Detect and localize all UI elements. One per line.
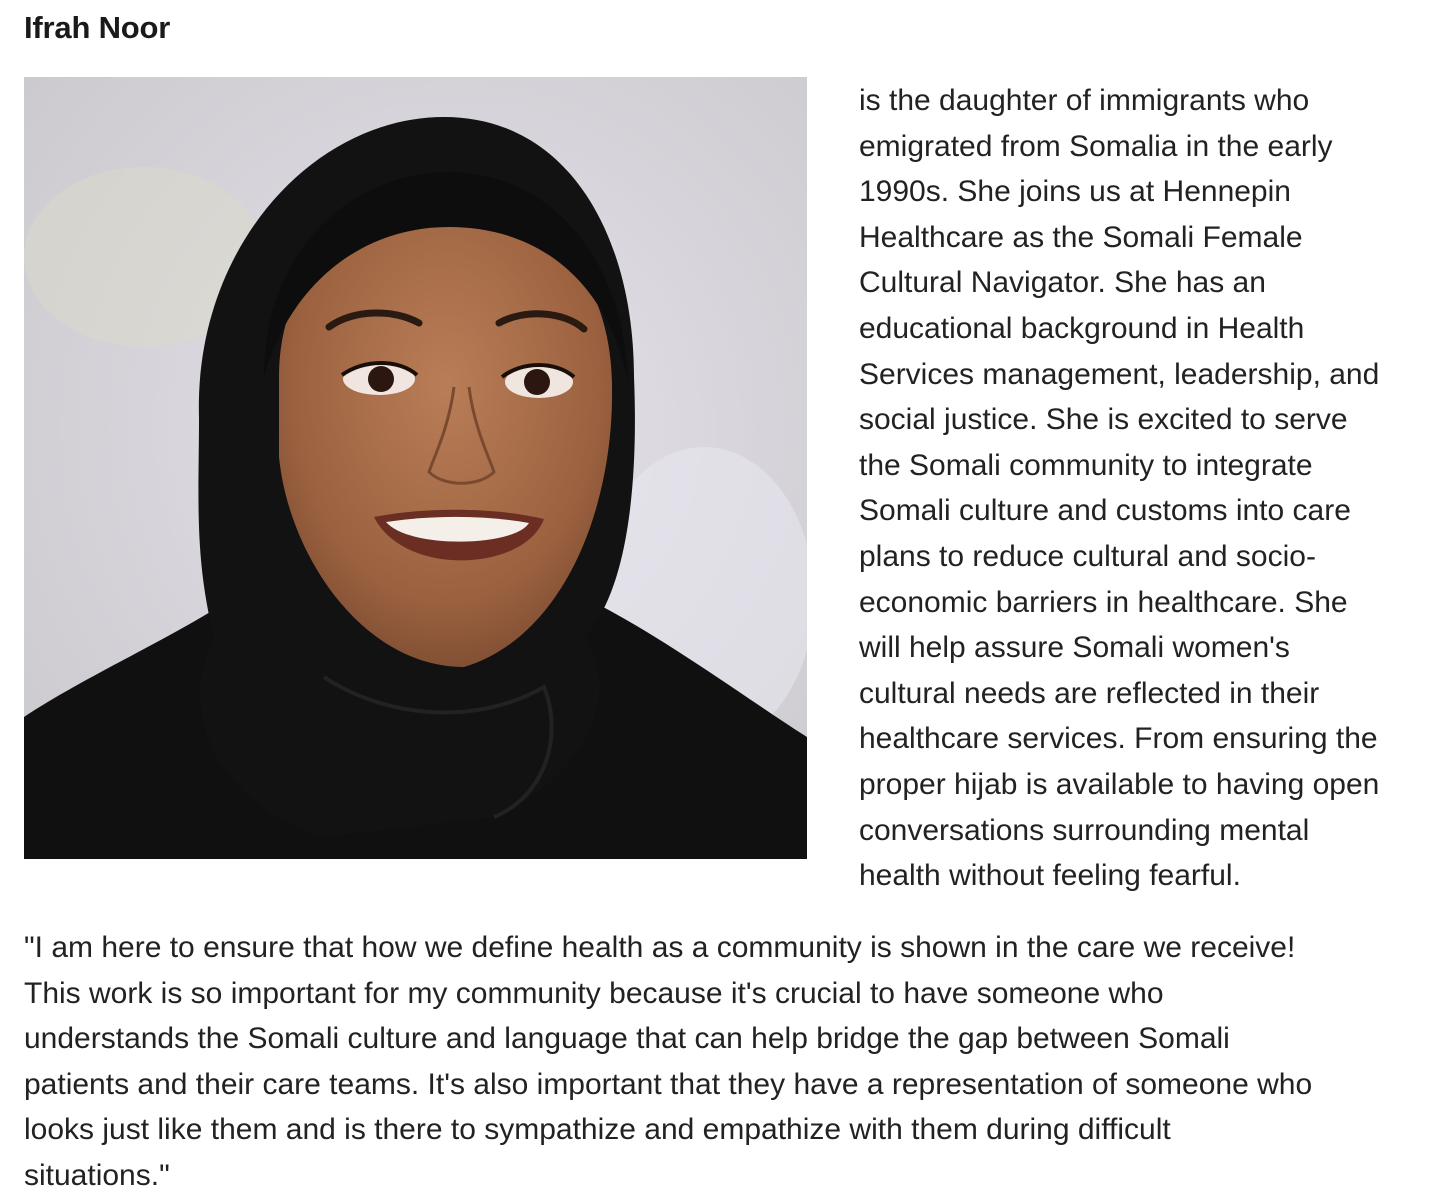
- portrait-photo-icon: [24, 77, 807, 859]
- portrait-photo: [24, 77, 807, 859]
- profile-name: Ifrah Noor: [24, 10, 171, 45]
- quote-text: "I am here to ensure that how we define health as a community is shown in the care we receive! This work is so important for my community because it's crucial to have someone who understands the Somali culture and language that can help bridge the gap between Somali patients and their care teams. It's also important that they have a representation of someone who looks just like them and is there to sympathize and empathize with them during difficult situations.": [24, 931, 1313, 1192]
- bio-text: is the daughter of immigrants who emigrated from Somalia in the early 1990s. She joins us at Hennepin Healthcare as the Somali Female Cultural Navigator. She has an educational background in Health Services management, leadership, and social justice. She is excited to serve the Somali community to integrate Somali culture and customs into care plans to reduce cultural and socio- economic barriers in healthcare. She will help assure Somali women's cultural needs are reflected in their healthcare services. From ensuring the proper hijab is available to having open conversations surrounding mental health without feeling fearful.: [859, 84, 1380, 893]
